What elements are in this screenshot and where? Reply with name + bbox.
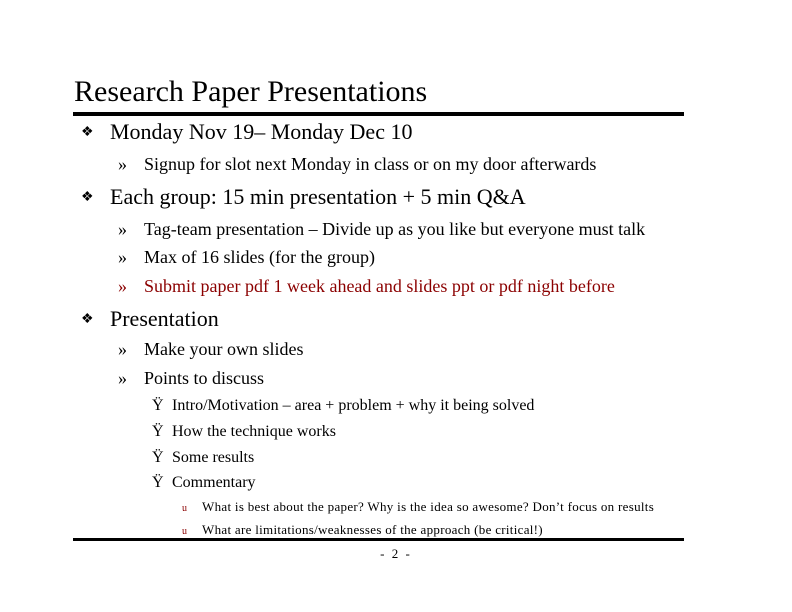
subbullet-signup: [118, 153, 596, 175]
point-results: [152, 448, 254, 468]
slide-title: Research Paper Presentations: [74, 75, 428, 108]
dot-bullet-icon: Ÿ: [152, 423, 164, 440]
comment-text: What are limitations/weaknesses of the approach (be critical!): [202, 522, 543, 537]
chevron-bullet-icon: »: [118, 368, 127, 388]
subbullet-points: [118, 367, 264, 389]
subbullet-text: Tag-team presentation – Divide up as you like but everyone must talk: [144, 219, 646, 239]
chevron-bullet-icon: »: [118, 247, 127, 267]
title-divider: [73, 112, 684, 116]
subbullet-submit: [118, 275, 615, 297]
bullet-text: Monday Nov 19– Monday Dec 10: [110, 119, 413, 144]
point-commentary: [152, 473, 256, 493]
point-text: Commentary: [172, 474, 256, 491]
point-text: Some results: [172, 449, 255, 466]
dot-bullet-icon: Ÿ: [152, 397, 164, 414]
bullet-text: Each group: 15 min presentation + 5 min Q&A: [110, 184, 526, 209]
comment-best: [182, 499, 654, 517]
page-number: - 2 -: [380, 546, 412, 561]
subbullet-text: Make your own slides: [144, 339, 304, 359]
diamond-bullet-icon: ❖: [81, 312, 94, 327]
bullet-text: Presentation: [110, 306, 219, 331]
chevron-bullet-icon: »: [118, 339, 127, 359]
footer-divider: [73, 538, 684, 541]
subbullet-max-slides: [118, 246, 375, 268]
dot-bullet-icon: Ÿ: [152, 449, 164, 466]
subbullet-text: Signup for slot next Monday in class or on my door afterwards: [144, 154, 597, 174]
diamond-bullet-icon: ❖: [81, 190, 94, 205]
comment-text: What is best about the paper? Why is the idea so awesome? Don’t focus on results: [202, 499, 655, 514]
subbullet-text: Max of 16 slides (for the group): [144, 247, 375, 267]
point-intro: [152, 396, 534, 416]
subbullet-own-slides: [118, 338, 303, 360]
bullet-group-format: [81, 184, 526, 211]
chevron-bullet-icon: »: [118, 219, 127, 239]
subbullet-text: Submit paper pdf 1 week ahead and slides ppt or pdf night before: [144, 276, 615, 296]
chevron-bullet-icon: »: [118, 276, 127, 296]
red-diamond-bullet-icon: u: [182, 526, 188, 537]
dot-bullet-icon: Ÿ: [152, 474, 164, 491]
bullet-presentation: [81, 306, 219, 333]
chevron-bullet-icon: »: [118, 154, 127, 174]
point-technique: [152, 422, 336, 442]
point-text: How the technique works: [172, 423, 336, 440]
diamond-bullet-icon: ❖: [81, 125, 94, 140]
red-diamond-bullet-icon: u: [182, 503, 188, 514]
bullet-dates: [81, 119, 412, 146]
point-text: Intro/Motivation – area + problem + why it being solved: [172, 397, 535, 414]
subbullet-tag-team: [118, 218, 645, 240]
subbullet-text: Points to discuss: [144, 368, 265, 388]
